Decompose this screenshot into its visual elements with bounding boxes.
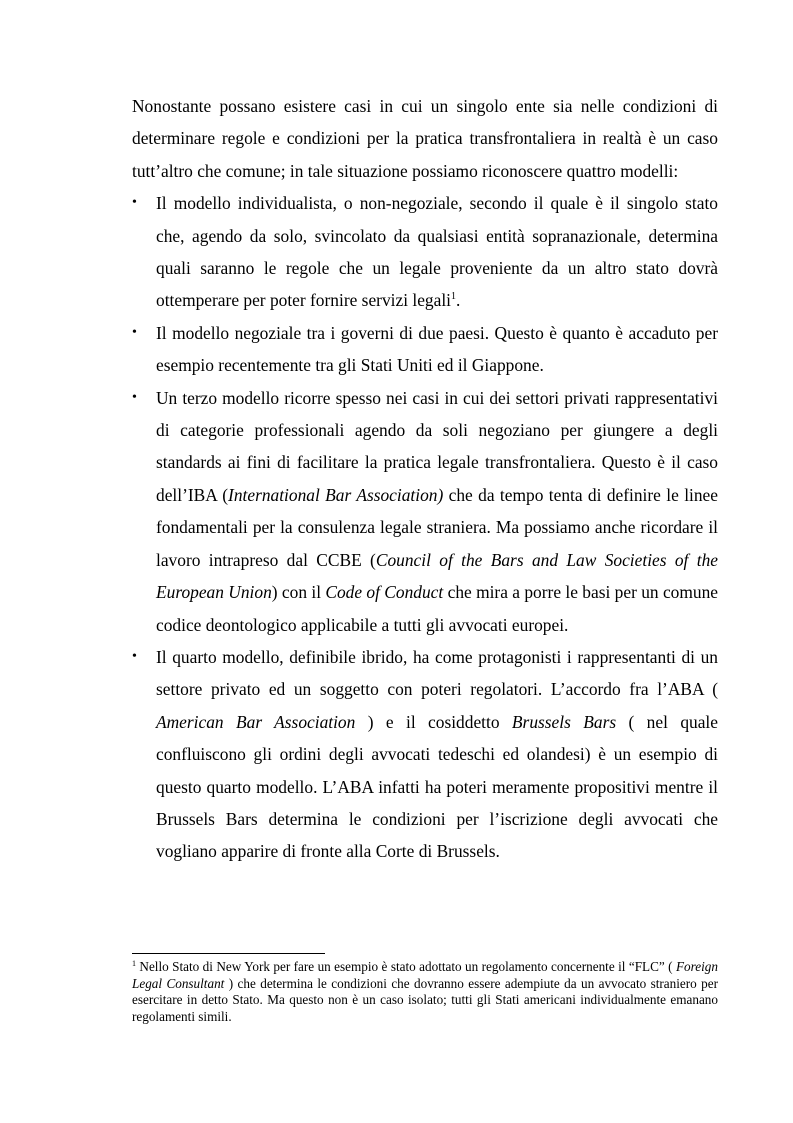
footnote-reference[interactable]: 1 [451, 291, 457, 303]
footnote-separator [132, 953, 325, 954]
list-item-private-sector-model [132, 382, 718, 641]
bullet-icon: • [132, 195, 137, 211]
list-item-negotiated-model [132, 317, 718, 382]
list-item-text: Il quarto modello, definibile ibrido, ha come protagonisti i rappresentanti di un settore privato ed un soggetto con poteri regolatori. L’accordo fra l’ABA ( American Bar Association ) e il cosiddetto Brussels Bars ( nel quale confluiscono gli ordini degli avvocati tedeschi ed olandesi) è un esempio di questo quarto modello. L’ABA infatti ha poteri meramente propositivi mentre il Brussels Bars determina le condizioni per l’iscrizione degli avvocati che vogliano apparire di fronte alla Corte di Brussels. [156, 646, 718, 862]
iba-full-name: International Bar Association) [228, 484, 444, 505]
intro-paragraph: Nonostante possano esistere casi in cui un singolo ente sia nelle condizioni di determinare regole e condizioni per la pratica transfrontaliera in realtà è un caso tutt’altro che comune; in tale situazione possiamo riconoscere quattro modelli: [132, 96, 718, 181]
aba-full-name: American Bar Association [156, 711, 356, 732]
models-list [132, 187, 718, 868]
flc-full-name: Foreign Legal Consultant [132, 959, 718, 991]
list-item-text: Il modello individualista, o non-negoziale, secondo il quale è il singolo stato che, agendo da solo, svincolato da qualsiasi entità sopranazionale, determina quali saranno le regole che un legale proveniente da un altro stato dovrà ottemperare per poter fornire servizi legali$^1$. [156, 193, 718, 311]
ccbe-full-name: Council of the Bars and Law Societies of the European Union [156, 549, 718, 603]
bullet-icon: • [132, 324, 137, 340]
footnote-number: 1 [132, 959, 136, 968]
footnote: $^1$ Nello Stato di New York per fare un esempio è stato adottato un regolamento concernente il “FLC” ( Foreign Legal Consultant ) che determina le condizioni che dovranno essere adempiute da un avvocato straniero per esercitare in detto Stato. Ma questo non è un caso isolato; tutti gli Stati americani individualmente emanano regolamenti simili. [132, 959, 718, 1024]
list-item-text: Un terzo modello ricorre spesso nei casi in cui dei settori privati rappresentativi di categorie professionali agendo da soli negoziano per giungere a degli standards ai fini di facilitare la pratica legale transfrontaliera. Questo è il caso dell’IBA (International Bar Association) che da tempo tenta di definire le linee fondamentali per la consulenza legale straniera. Ma possiamo anche ricordare il lavoro intrapreso dal CCBE (Council of the Bars and Law Societies of the European Union) con il Code of Conduct che mira a porre le basi per un comune codice deontologico applicabile a tutti gli avvocati europei. [156, 387, 719, 635]
bullet-icon: • [132, 389, 137, 405]
list-item-hybrid-model [132, 641, 718, 868]
brussels-bars-name: Brussels Bars [511, 711, 617, 732]
bullet-icon: • [132, 648, 137, 664]
code-of-conduct-title: Code of Conduct [325, 582, 444, 603]
list-item-individualist-model [132, 187, 718, 317]
body-text [132, 90, 718, 868]
list-item-text: Il modello negoziale tra i governi di due paesi. Questo è quanto è accaduto per esempio recentemente tra gli Stati Uniti ed il Giappone. [156, 322, 718, 376]
